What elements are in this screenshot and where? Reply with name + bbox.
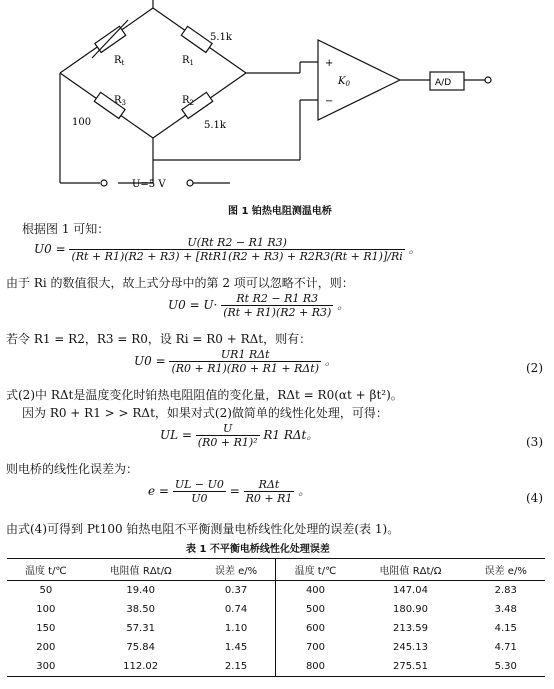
label-r2: $R_2$ (182, 95, 194, 107)
header-resistance-2: 电阻值 RΔt/Ω (354, 559, 466, 581)
cell: 600 (276, 619, 355, 638)
label-r3: $R_3$ (114, 95, 126, 107)
paragraph-7: 由式(4)可得到 Pt100 铂热电阻不平衡测量电桥线性化处理的误差(表 1)。 (6, 522, 400, 536)
header-temp-2: 温度 t/℃ (276, 559, 355, 581)
cell: 800 (276, 657, 355, 677)
cell: 112.02 (85, 657, 197, 677)
header-error-1: 误差 e/% (197, 559, 276, 581)
equation-2: U0 = U· $\frac{\text{Rt R2 − R1 R3}}{(Rt + R1)(R2 + R3)}$ 。 (168, 292, 350, 319)
error-table (7, 558, 545, 677)
paragraph-1: 根据图 1 可知： (22, 222, 110, 236)
table-row (7, 657, 545, 677)
supply-terminal-right (187, 180, 193, 186)
cell: 700 (276, 638, 355, 657)
cell: 147.04 (392, 585, 428, 596)
cell: 1.10 (224, 623, 248, 634)
label-rt: $R_t$ (114, 55, 125, 67)
cell: 4.15 (494, 623, 517, 634)
equation-4: UL = $\frac{U}{\text{(R0 + R1)²}}$ R1 RΔt。 (160, 422, 319, 449)
resistor-r1 (181, 26, 212, 52)
cell: 200 (36, 642, 56, 653)
label-bottom-right-value: 5.1k (204, 120, 226, 131)
equation-5: e = $\frac{UL - U0}{U0}$ = $\frac{\text{RΔt}}{R0 + R1}$ 。 (148, 478, 311, 505)
cell: 180.90 (392, 604, 428, 615)
op-amp-triangle (318, 40, 400, 120)
cell: 0.74 (224, 604, 248, 615)
equation-3: U0 = $\frac{\text{UR1 RΔt}}{\text{(R0 + R1)(R0 + R1 + RΔt)}}$ 。 (134, 348, 337, 375)
paragraph-3: 若令 R1 = R2，R3 = R0，设 Ri = R0 + RΔt，则有： (6, 332, 312, 346)
cell: 50 (39, 585, 53, 596)
amp-plus-sign: + (325, 58, 334, 69)
label-supply: U=5 V (132, 179, 166, 190)
cell: 38.50 (126, 604, 155, 615)
cell: 2.83 (494, 585, 517, 596)
cell: 57.31 (126, 623, 155, 634)
table-row (7, 619, 545, 638)
cell: 300 (7, 657, 85, 677)
header-resistance-1: 电阻值 RΔt/Ω (85, 559, 197, 581)
cell: 5.30 (466, 657, 545, 677)
label-top-right-value: 5.1k (210, 32, 232, 43)
table-row (7, 581, 545, 601)
cell: 500 (276, 600, 355, 619)
cell: 400 (276, 581, 355, 601)
cell: 1.45 (224, 642, 248, 653)
equation-number-3: (3) (526, 435, 543, 449)
cell: 19.40 (126, 585, 155, 596)
paragraph-6: 则电桥的线性化误差为： (6, 462, 139, 476)
table-caption: 表 1 不平衡电桥线性化处理误差 (186, 544, 330, 555)
label-r1: $R_1$ (182, 55, 194, 67)
cell: 150 (36, 623, 56, 634)
output-terminal (485, 77, 491, 83)
supply-terminal-left (101, 180, 107, 186)
cell: 4.71 (494, 642, 517, 653)
header-temp-1: 温度 t/℃ (7, 559, 85, 581)
figure-caption: 图 1 铂热电阻测温电桥 (228, 206, 332, 217)
header-error-2: 误差 e/% (466, 559, 545, 581)
amp-gain-label: $K_0$ (338, 76, 350, 88)
cell: 100 (36, 604, 56, 615)
table-header-row (7, 559, 545, 581)
cell: 275.51 (354, 657, 466, 677)
cell: 3.48 (494, 604, 517, 615)
cell: 75.84 (126, 642, 155, 653)
adc-label: A/D (435, 78, 452, 88)
cell: 2.15 (197, 657, 276, 677)
label-bottom-left-value: 100 (72, 117, 92, 128)
equation-1: U0 = $\frac{\text{U(Rt R2 − R1 R3)}}{\text{(Rt + R1)(R2 + R3) + [RtR1(R2 + R3) + R2R3(Rt + R1)]/Ri}}$ 。 (34, 236, 421, 263)
paragraph-2: 由于 Ri 的数值很大，故上式分母中的第 2 项可以忽略不计，则： (6, 276, 354, 290)
equation-number-4: (4) (526, 491, 543, 505)
cell: 0.37 (224, 585, 248, 596)
cell: 213.59 (392, 623, 428, 634)
table-row (7, 600, 545, 619)
cell: 245.13 (392, 642, 428, 653)
equation-number-2: (2) (526, 361, 543, 375)
paragraph-4: 式(2)中 RΔt是温度变化时铂热电阻阻值的变化量，RΔt = R0(αt + βt²)。 (6, 388, 403, 402)
table-row (7, 638, 545, 657)
paragraph-5: 因为 R0 + R1 > > RΔt，如果对式(2)做简单的线性化处理，可得： (22, 406, 388, 420)
bridge-circuit-diagram (0, 0, 554, 200)
amp-minus-sign: − (325, 96, 334, 107)
